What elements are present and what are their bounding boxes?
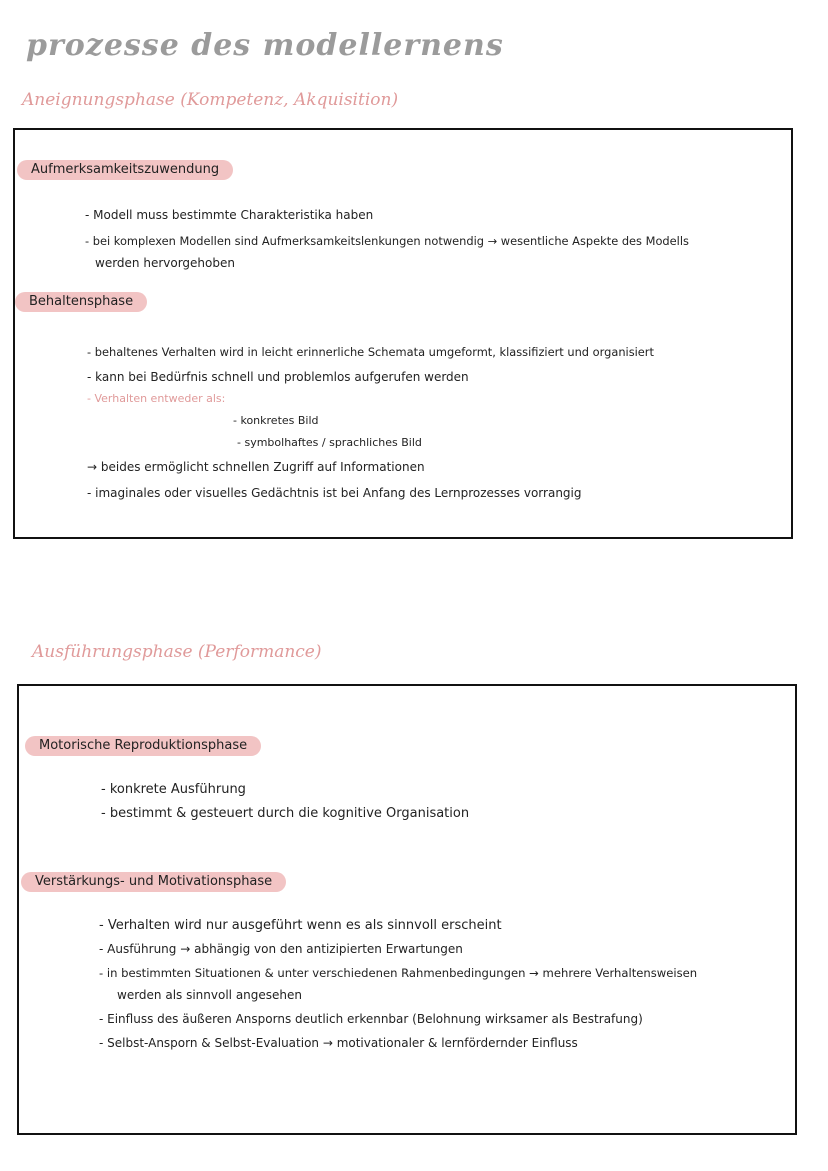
list-item: → beides ermöglicht schnellen Zugriff auf Informationen bbox=[87, 460, 425, 474]
section-label-motor-reproduction: Motorische Reproduktionsphase bbox=[25, 736, 261, 756]
list-item: - Verhalten entweder als: bbox=[87, 392, 226, 405]
list-item: - konkretes Bild bbox=[233, 414, 319, 427]
list-item: - Verhalten wird nur ausgeführt wenn es als sinnvoll erscheint bbox=[99, 918, 502, 933]
phase2-heading: Ausführungsphase (Performance) bbox=[32, 642, 322, 662]
list-item: - behaltenes Verhalten wird in leicht erinnerliche Schemata umgeformt, klassifiziert und organisiert bbox=[87, 345, 654, 359]
section-label-attention: Aufmerksamkeitszuwendung bbox=[17, 160, 233, 180]
list-item: - bestimmt & gesteuert durch die kognitive Organisation bbox=[101, 806, 470, 821]
list-item: - symbolhaftes / sprachliches Bild bbox=[237, 436, 422, 449]
phase2-card bbox=[17, 684, 797, 1135]
list-item: - Einfluss des äußeren Ansporns deutlich erkennbar (Belohnung wirksamer als Bestrafung) bbox=[99, 1012, 643, 1026]
list-item: - Modell muss bestimmte Charakteristika haben bbox=[85, 208, 374, 222]
list-item: - imaginales oder visuelles Gedächtnis ist bei Anfang des Lernprozesses vorrangig bbox=[87, 486, 582, 500]
list-item: werden hervorgehoben bbox=[95, 256, 235, 270]
section-label-reinforcement: Verstärkungs- und Motivationsphase bbox=[21, 872, 286, 892]
phase1-card bbox=[13, 128, 793, 539]
list-item: - in bestimmten Situationen & unter verschiedenen Rahmenbedingungen → mehrere Verhaltensweisen bbox=[99, 966, 698, 980]
list-item: werden als sinnvoll angesehen bbox=[117, 988, 303, 1002]
page-title: prozesse des modellernens bbox=[26, 28, 504, 63]
list-item: - Ausführung → abhängig von den antizipierten Erwartungen bbox=[99, 942, 463, 956]
list-item: - kann bei Bedürfnis schnell und problemlos aufgerufen werden bbox=[87, 370, 469, 384]
list-item: - konkrete Ausführung bbox=[101, 782, 246, 797]
list-item: - Selbst-Ansporn & Selbst-Evaluation → motivationaler & lernfördernder Einfluss bbox=[99, 1036, 578, 1050]
list-item: - bei komplexen Modellen sind Aufmerksamkeitslenkungen notwendig → wesentliche Aspekte des Modells bbox=[85, 234, 689, 248]
section-label-retention: Behaltensphase bbox=[15, 292, 147, 312]
phase1-heading: Aneignungsphase (Kompetenz, Akquisition) bbox=[22, 90, 399, 110]
